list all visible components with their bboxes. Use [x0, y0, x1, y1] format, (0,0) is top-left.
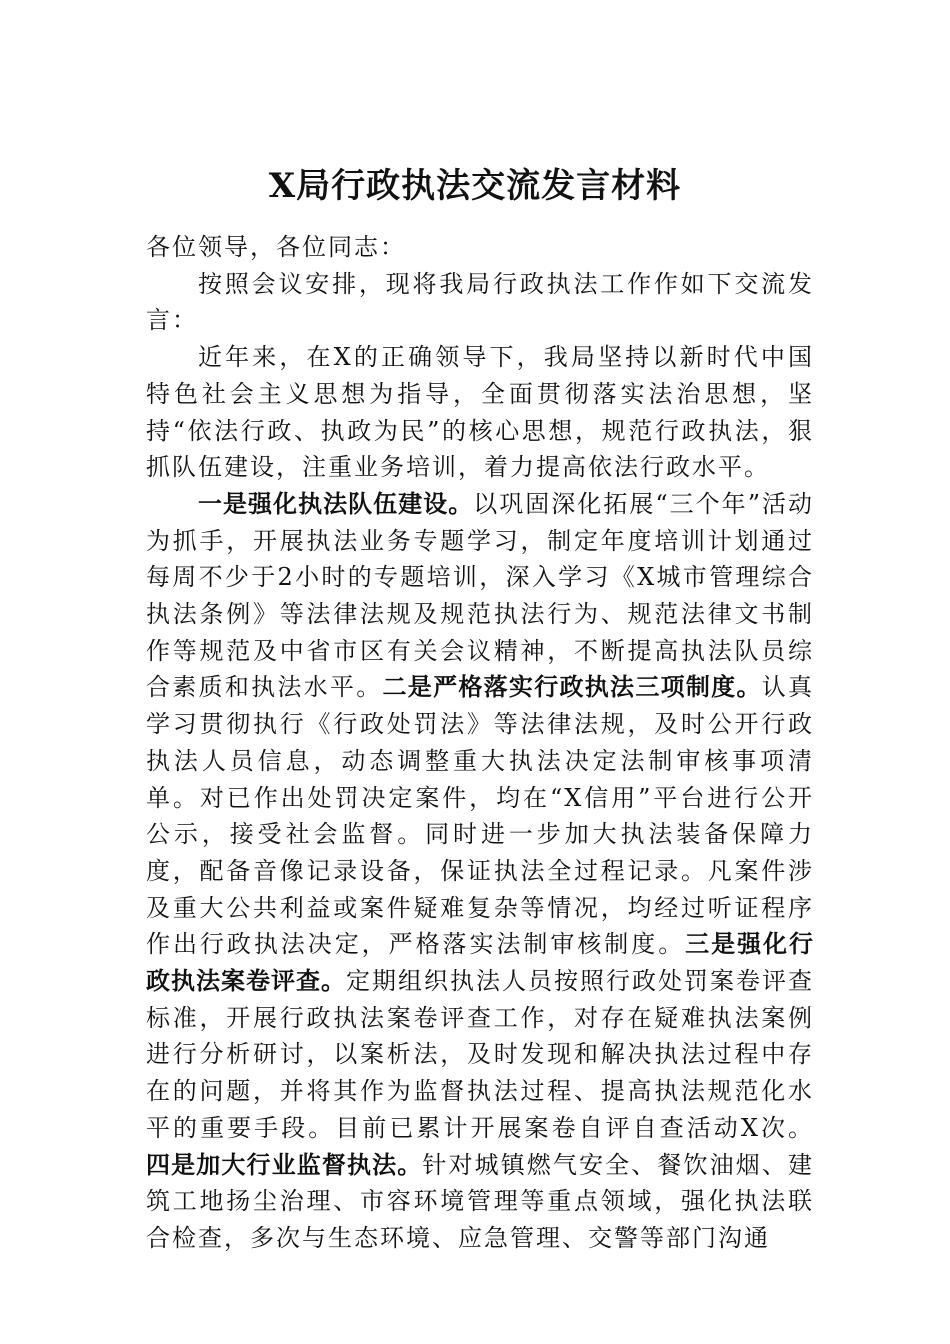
measures-paragraph — [146, 486, 814, 1257]
overview-paragraph: 近年来，在X的正确领导下，我局坚持以新时代中国特色社会主义思想为指导，全面贯彻落实法治思想，坚持“依法行政、执政为民”的核心思想，规范行政执法，狠抓队伍建设，注重业务培训，着力提高依法行政水平。 — [146, 343, 814, 482]
intro-paragraph: 按照会议安排，现将我局行政执法工作作如下交流发言： — [146, 269, 814, 335]
section3-body: 定期组织执法人员按照行政处罚案卷评查标准，开展行政执法案卷评查工作，对存在疑难执法案例进行分析研讨，以案析法，及时发现和解决执法过程中存在的问题，并将其作为监督执法过程、提高执法规范化水平的重要手段。目前已累计开展案卷自评自查活动X次。 — [146, 967, 814, 1142]
section2-body: 认真学习贯彻执行《行政处罚法》等法律法规，及时公开行政执法人员信息，动态调整重大执法决定法制审核事项清单。对已作出处罚决定案件，均在“X信用”平台进行公开公示，接受社会监督。同时进一步加大执法装备保障力度，配备音像记录设备，保证执法全过程记录。凡案件涉及重大公共利益或案件疑难复杂等情况，均经过听证程序作出行政执法决定，严格落实法制审核制度。 — [146, 673, 815, 959]
section1-body: 以巩固深化拓展“三个年”活动为抓手，开展执法业务专题学习，制定年度培训计划通过每周不少于2小时的专题培训，深入学习《X城市管理综合执法条例》等法律法规及规范执法行为、规范法律文书制作等规范及中省市区有关会议精神，不断提高执法队员综合素质和执法水平。 — [146, 489, 815, 702]
document-body — [146, 229, 814, 1257]
salutation: 各位领导，各位同志： — [146, 233, 406, 261]
document-title: X局行政执法交流发言材料 — [268, 166, 682, 206]
section1-heading: 一是强化执法队伍建设。 — [198, 489, 474, 518]
section3-heading: 三是强化行政执法案卷评查。 — [146, 930, 815, 996]
section4-heading: 四是加大行业监督执法。 — [146, 1150, 423, 1179]
section2-heading: 二是严格落实行政执法三项制度。 — [382, 673, 762, 702]
section4-body: 针对城镇燃气安全、餐饮油烟、建筑工地扬尘治理、市容环境管理等重点领域，强化执法联合检查，多次与生态环境、应急管理、交警等部门沟通 — [146, 1150, 815, 1252]
